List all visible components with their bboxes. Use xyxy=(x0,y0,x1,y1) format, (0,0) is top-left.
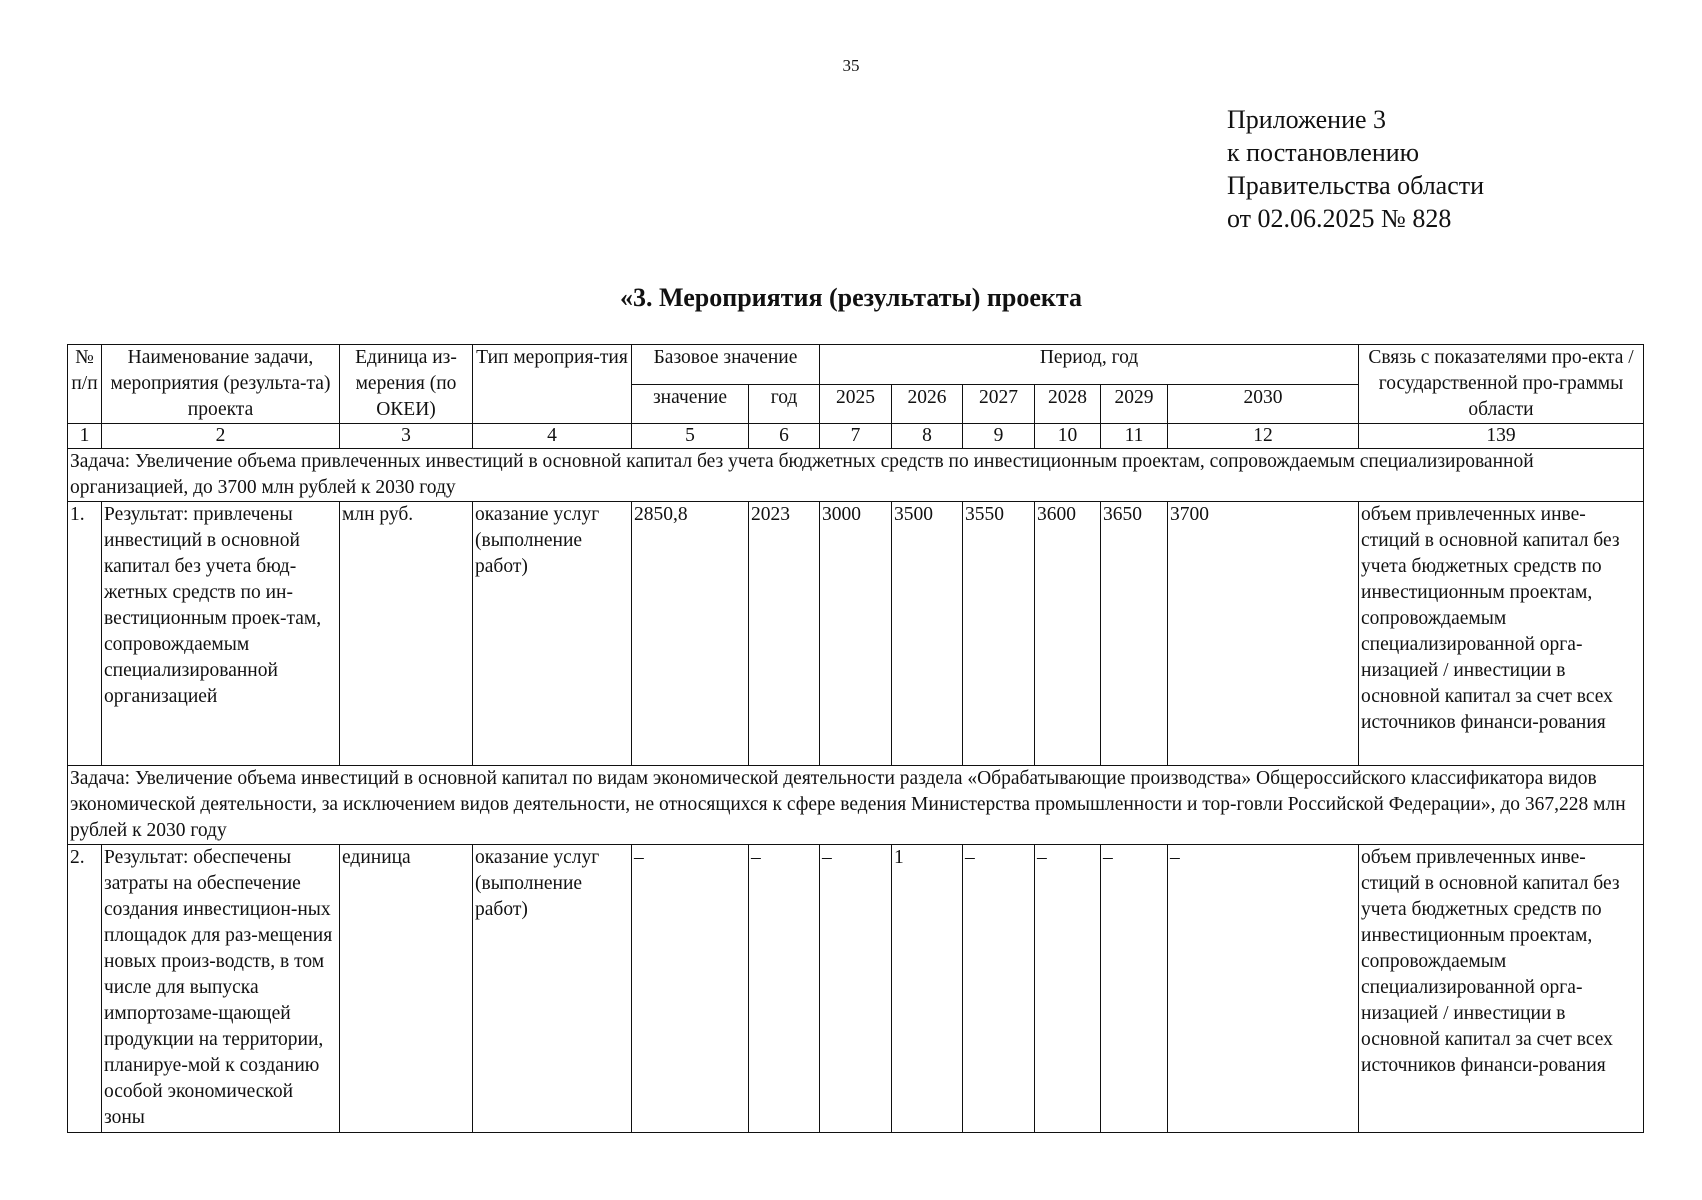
row-base-value: 2850,8 xyxy=(632,502,749,766)
row-value-2029: 3650 xyxy=(1101,502,1168,766)
header-row-1 xyxy=(68,345,1644,385)
row-base-value: – xyxy=(632,845,749,1133)
header-base-value: значение xyxy=(632,384,749,424)
column-number: 8 xyxy=(892,424,963,449)
section-title: «3. Мероприятия (результаты) проекта xyxy=(620,283,1082,312)
row-num: 1. xyxy=(68,502,102,766)
column-number: 139 xyxy=(1359,424,1644,449)
header-year-2025: 2025 xyxy=(820,384,892,424)
column-numbers-row xyxy=(68,424,1644,449)
header-year-2027: 2027 xyxy=(963,384,1035,424)
header-year-2029: 2029 xyxy=(1101,384,1168,424)
row-value-2026: 3500 xyxy=(892,502,963,766)
page-number: 35 xyxy=(842,56,860,75)
header-base-year: год xyxy=(749,384,820,424)
row-value-2025: 3000 xyxy=(820,502,892,766)
header-year-2028: 2028 xyxy=(1035,384,1101,424)
row-value-2028: 3600 xyxy=(1035,502,1101,766)
row-value-2026: 1 xyxy=(892,845,963,1133)
appendix-line-2: к постановлению xyxy=(1227,138,1420,167)
row-base-year: 2023 xyxy=(749,502,820,766)
column-number: 7 xyxy=(820,424,892,449)
appendix-line-1: Приложение 3 xyxy=(1227,105,1387,134)
header-num: № п/п xyxy=(68,345,102,424)
task-row-1 xyxy=(68,449,1644,502)
row-type: оказание услуг (выполнение работ) xyxy=(473,502,632,766)
row-type: оказание услуг (выполнение работ) xyxy=(473,845,632,1133)
column-number: 9 xyxy=(963,424,1035,449)
column-number: 3 xyxy=(340,424,473,449)
column-number: 12 xyxy=(1168,424,1359,449)
header-year-2026: 2026 xyxy=(892,384,963,424)
row-unit: единица xyxy=(340,845,473,1133)
header-unit: Единица из-мерения (по ОКЕИ) xyxy=(340,345,473,424)
task-row-2 xyxy=(68,766,1644,845)
row-name: Результат: привлечены инвестиций в основной капитал без учета бюд-жетных средств по ин-вестиционным проек-там, сопровождаемым специализированной организацией xyxy=(102,502,340,766)
result-row-2 xyxy=(68,845,1644,1133)
appendix-line-3: Правительства области xyxy=(1227,171,1485,200)
task-text: Задача: Увеличение объема привлеченных инвестиций в основной капитал без учета бюджетных средств по инвестиционным проектам, сопровождаемым специализированной организацией, до 3700 млн рублей к 2030 году xyxy=(68,449,1644,502)
row-value-2027: – xyxy=(963,845,1035,1133)
row-value-2029: – xyxy=(1101,845,1168,1133)
row-unit: млн руб. xyxy=(340,502,473,766)
column-number: 2 xyxy=(102,424,340,449)
header-link: Связь с показателями про-екта / государственной про-граммы области xyxy=(1359,345,1644,424)
row-name: Результат: обеспечены затраты на обеспечение создания инвестицион-ных площадок для раз-мещения новых произ-водств, в том числе для выпуска импортозаме-щающей продукции на территории, планируе-мой к созданию особой экономической зоны xyxy=(102,845,340,1133)
column-number: 1 xyxy=(68,424,102,449)
header-base-group: Базовое значение xyxy=(632,345,820,385)
row-value-2030: – xyxy=(1168,845,1359,1133)
result-row-1 xyxy=(68,502,1644,766)
column-number: 6 xyxy=(749,424,820,449)
header-period-group: Период, год xyxy=(820,345,1359,385)
row-link: объем привлеченных инве-стиций в основной капитал без учета бюджетных средств по инвестиционным проектам, сопровождаемым специализированной орга-низацией / инвестиции в основной капитал за счет всех источников финанси-рования xyxy=(1359,845,1644,1133)
appendix-line-4: от 02.06.2025 № 828 xyxy=(1227,204,1452,233)
activities-table xyxy=(67,344,1644,1133)
header-type: Тип мероприя-тия xyxy=(473,345,632,424)
header-year-2030: 2030 xyxy=(1168,384,1359,424)
row-value-2025: – xyxy=(820,845,892,1133)
header-name: Наименование задачи, мероприятия (результа-та) проекта xyxy=(102,345,340,424)
task-text: Задача: Увеличение объема инвестиций в основной капитал по видам экономической деятельности раздела «Обрабатывающие производства» Общероссийского классификатора видов экономической деятельности, за исключением видов деятельности, не относящихся к сфере ведения Министерства промышленности и тор-говли Российской Федерации», до 367,228 млн рублей к 2030 году xyxy=(68,766,1644,845)
row-base-year: – xyxy=(749,845,820,1133)
column-number: 11 xyxy=(1101,424,1168,449)
row-num: 2. xyxy=(68,845,102,1133)
row-value-2028: – xyxy=(1035,845,1101,1133)
row-value-2027: 3550 xyxy=(963,502,1035,766)
row-link: объем привлеченных инве-стиций в основной капитал без учета бюджетных средств по инвестиционным проектам, сопровождаемым специализированной орга-низацией / инвестиции в основной капитал за счет всех источников финанси-рования xyxy=(1359,502,1644,766)
column-number: 10 xyxy=(1035,424,1101,449)
column-number: 4 xyxy=(473,424,632,449)
column-number: 5 xyxy=(632,424,749,449)
appendix-block xyxy=(1227,103,1484,235)
row-value-2030: 3700 xyxy=(1168,502,1359,766)
